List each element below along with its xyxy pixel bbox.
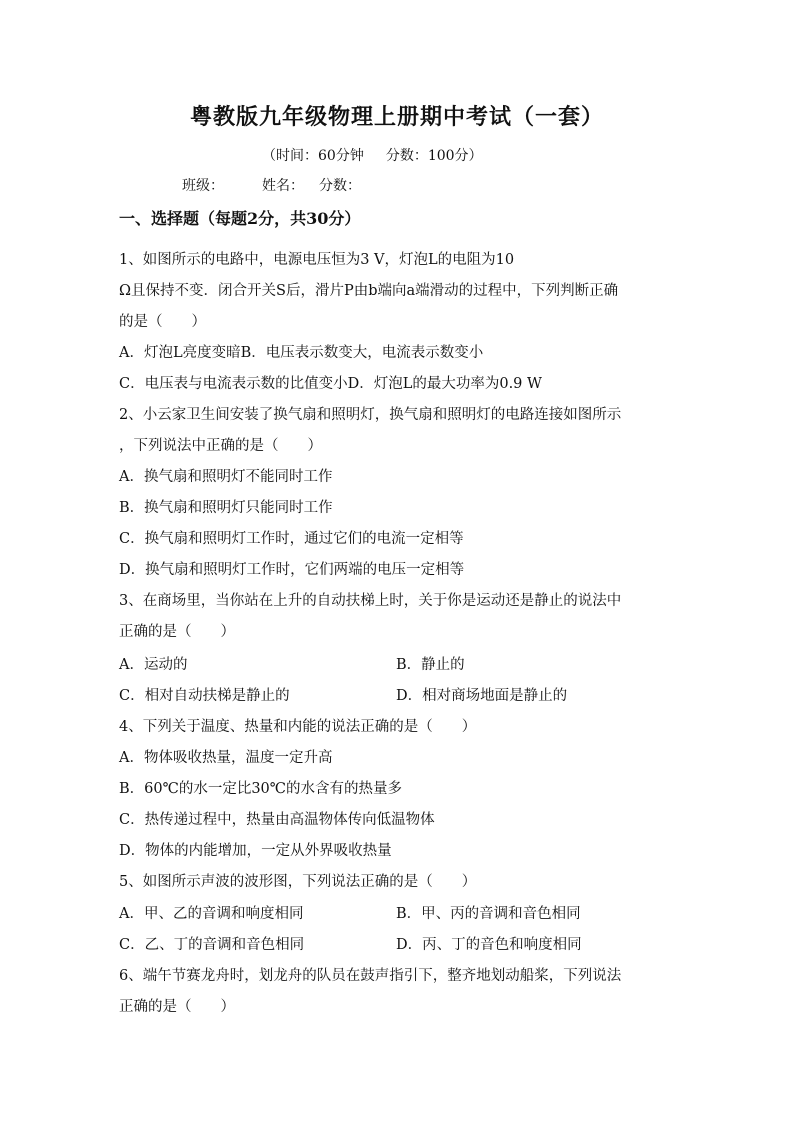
section-heading: 一、选择题（每题2分，共30分）	[119, 209, 361, 228]
question-3-option-b: B．静止的	[396, 657, 465, 673]
question-1-line-1: 1、如图所示的电路中，电源电压恒为3 V，灯泡L的电阻为10	[119, 252, 515, 268]
question-3-option-d: D．相对商场地面是静止的	[396, 688, 568, 704]
question-5-option-a: A．甲、乙的音调和响度相同	[119, 906, 304, 922]
question-3-option-a: A．运动的	[119, 657, 188, 673]
question-3-line-1: 3、在商场里，当你站在上升的自动扶梯上时，关于你是运动还是静止的说法中	[119, 593, 622, 609]
exam-title: 粤教版九年级物理上册期中考试（一套）	[189, 104, 604, 130]
question-1-option-ab: A．灯泡L亮度变暗B．电压表示数变大，电流表示数变小	[119, 345, 484, 361]
points-label: 分数：	[319, 178, 361, 194]
question-4-option-a: A．物体吸收热量，温度一定升高	[119, 750, 333, 766]
question-6-line-2: 正确的是（ ）	[119, 999, 235, 1015]
question-4-line-1: 4、下列关于温度、热量和内能的说法正确的是（ ）	[119, 719, 477, 735]
score-info: 分数：100分）	[385, 148, 483, 164]
question-2-line-1: 2、小云家卫生间安装了换气扇和照明灯，换气扇和照明灯的电路连接如图所示	[119, 407, 622, 423]
class-label: 班级：	[182, 178, 224, 194]
exam-subtitle	[262, 145, 483, 165]
student-info-row	[182, 175, 361, 195]
question-3-option-c: C．相对自动扶梯是静止的	[119, 688, 290, 704]
question-3-line-2: 正确的是（ ）	[119, 624, 235, 640]
question-4-option-d: D．物体的内能增加，一定从外界吸收热量	[119, 843, 392, 859]
question-5-option-c: C．乙、丁的音调和音色相同	[119, 937, 305, 953]
question-2-line-2: ，下列说法中正确的是（ ）	[119, 438, 322, 454]
question-4-option-b: B．60℃的水一定比30℃的水含有的热量多	[119, 781, 402, 797]
question-1-line-2: Ω且保持不变．闭合开关S后，滑片P由b端向a端滑动的过程中，下列判断正确	[119, 283, 619, 299]
name-label: 姓名：	[262, 178, 304, 194]
question-2-option-c: C．换气扇和照明灯工作时，通过它们的电流一定相等	[119, 531, 464, 547]
question-4-option-c: C．热传递过程中，热量由高温物体传向低温物体	[119, 812, 435, 828]
question-2-option-d: D．换气扇和照明灯工作时，它们两端的电压一定相等	[119, 562, 465, 578]
question-5-line-1: 5、如图所示声波的波形图，下列说法正确的是（ ）	[119, 874, 477, 890]
question-2-option-b: B．换气扇和照明灯只能同时工作	[119, 500, 333, 516]
question-5-option-d: D．丙、丁的音色和响度相同	[396, 937, 582, 953]
question-1-option-cd: C．电压表与电流表示数的比值变小D．灯泡L的最大功率为0.9 W	[119, 376, 542, 392]
question-5-option-b: B．甲、丙的音调和音色相同	[396, 906, 581, 922]
question-2-option-a: A．换气扇和照明灯不能同时工作	[119, 469, 333, 485]
question-6-line-1: 6、端午节赛龙舟时，划龙舟的队员在鼓声指引下，整齐地划动船桨，下列说法	[119, 968, 622, 984]
time-info: （时间：60分钟	[262, 148, 364, 164]
question-1-line-3: 的是（ ）	[119, 314, 206, 330]
